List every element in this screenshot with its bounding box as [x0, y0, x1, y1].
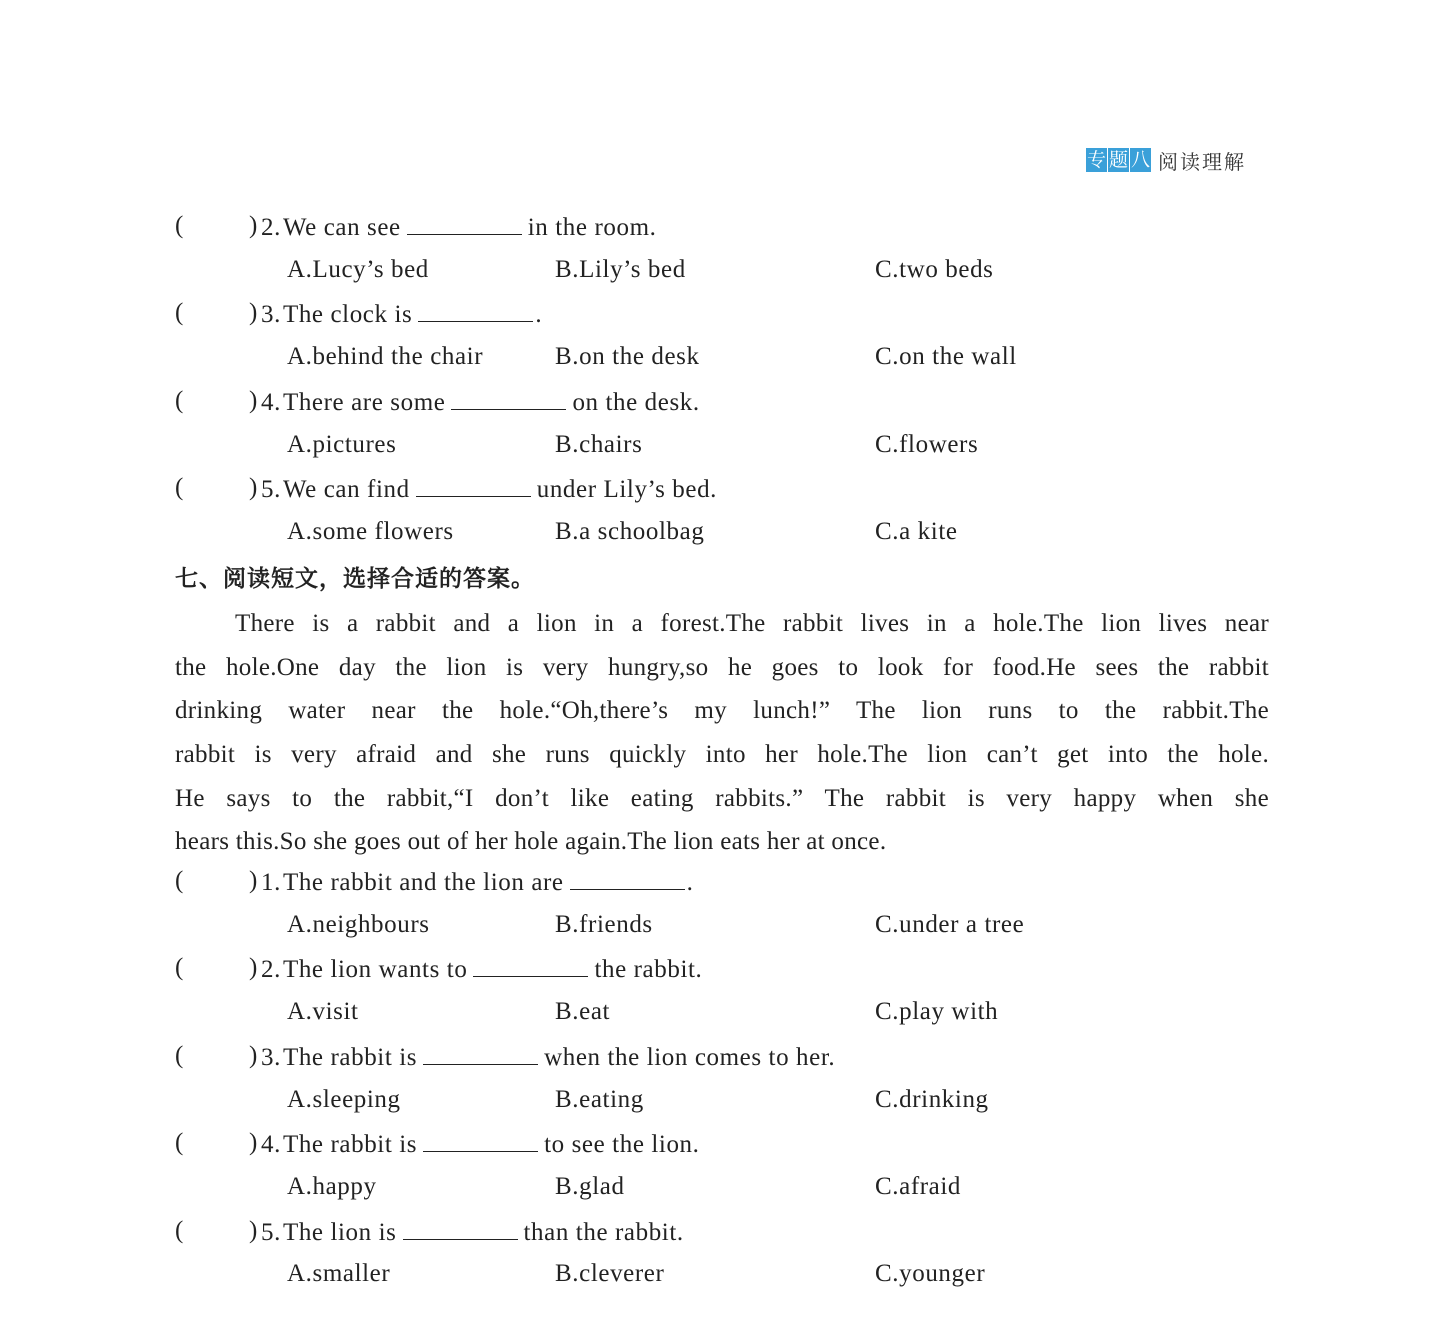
question-number: 4.	[261, 1131, 281, 1159]
option-c[interactable]: C.on the wall	[875, 343, 1017, 371]
passage-line: rabbit is very afraid and she runs quickly into her hole.The lion can’t get into the hole.	[175, 741, 1269, 769]
option-a[interactable]: A.visit	[287, 998, 359, 1026]
fill-blank[interactable]	[570, 867, 685, 890]
option-a[interactable]: A.behind the chair	[287, 343, 484, 371]
topic-tag-char: 八	[1131, 149, 1151, 171]
option-b[interactable]: B.Lily’s bed	[555, 255, 686, 283]
option-c[interactable]: C.a kite	[875, 517, 958, 545]
question-number: 3.	[261, 1043, 281, 1071]
question-text	[261, 212, 656, 242]
answer-paren-close: )	[249, 954, 258, 982]
question-stem-before: The lion wants to	[282, 956, 468, 984]
fill-blank[interactable]	[407, 212, 522, 235]
option-b[interactable]: B.chairs	[555, 430, 643, 458]
option-a[interactable]: A.Lucy’s bed	[287, 255, 429, 283]
option-c[interactable]: C.afraid	[875, 1172, 962, 1200]
answer-paren-open[interactable]: (	[175, 1129, 184, 1157]
option-c[interactable]: C.younger	[875, 1260, 986, 1288]
answer-paren-close: )	[249, 474, 258, 502]
passage-line: the hole.One day the lion is very hungry,so he goes to look for food.He sees the rabbit	[175, 653, 1269, 681]
option-b[interactable]: B.eating	[555, 1085, 644, 1113]
fill-blank[interactable]	[423, 1042, 538, 1065]
option-c[interactable]: C.play with	[875, 998, 999, 1026]
option-c[interactable]: C.under a tree	[875, 910, 1025, 938]
question-number: 5.	[261, 1218, 281, 1246]
fill-blank[interactable]	[423, 1129, 538, 1152]
option-a[interactable]: A.sleeping	[287, 1085, 401, 1113]
topic-tag	[1086, 148, 1152, 172]
option-b[interactable]: B.on the desk	[555, 343, 700, 371]
question-stem-before: The lion is	[282, 1218, 397, 1246]
question-stem-after: in the room.	[527, 214, 657, 241]
answer-paren-close: )	[249, 1129, 258, 1157]
answer-paren-open[interactable]: (	[175, 299, 184, 327]
answer-paren-open[interactable]: (	[175, 954, 184, 982]
answer-paren-open[interactable]: (	[175, 386, 184, 414]
topic-tag-char: 专	[1087, 149, 1107, 171]
question-number: 5.	[261, 476, 281, 504]
passage-line: drinking water near the hole.“Oh,there’s my lunch!” The lion runs to the rabbit.The	[175, 697, 1269, 725]
question-text	[261, 867, 694, 897]
passage-line: hears this.So she goes out of her hole again.The lion eats her at once.	[175, 828, 887, 856]
question-stem-before: The rabbit is	[282, 1131, 418, 1159]
answer-paren-open[interactable]: (	[175, 1041, 184, 1069]
passage-line: There is a rabbit and a lion in a forest.The rabbit lives in a hole.The lion lives near	[235, 610, 1269, 637]
answer-paren-close: )	[249, 386, 258, 414]
question-number: 2.	[261, 956, 281, 984]
answer-paren-open[interactable]: (	[175, 1216, 184, 1244]
section-7-title: 七、阅读短文，选择合适的答案。	[175, 566, 535, 592]
question-stem-after: the rabbit.	[594, 956, 703, 984]
option-b[interactable]: B.glad	[555, 1172, 625, 1200]
question-stem-before: The rabbit is	[282, 1043, 418, 1071]
passage-line: He says to the rabbit,“I don’t like eating rabbits.” The rabbit is very happy when she	[175, 784, 1269, 812]
question-stem-before: The rabbit and the lion are	[282, 869, 564, 896]
reading-passage	[175, 602, 1269, 864]
question-text	[261, 954, 702, 984]
question-text	[261, 299, 542, 329]
question-text	[261, 1217, 684, 1247]
question-stem-after: under Lily’s bed.	[536, 476, 718, 504]
fill-blank[interactable]	[403, 1217, 518, 1240]
answer-paren-close: )	[249, 212, 258, 239]
option-a[interactable]: A.some flowers	[287, 517, 454, 545]
option-b[interactable]: B.cleverer	[555, 1260, 665, 1288]
question-stem-after: .	[535, 301, 543, 329]
question-number: 4.	[261, 388, 281, 416]
question-text	[261, 1042, 835, 1072]
question-number: 3.	[261, 301, 281, 329]
option-b[interactable]: B.eat	[555, 998, 611, 1026]
option-a[interactable]: A.smaller	[287, 1260, 391, 1288]
question-stem-after: when the lion comes to her.	[544, 1043, 836, 1071]
option-c[interactable]: C.drinking	[875, 1085, 989, 1113]
fill-blank[interactable]	[418, 299, 533, 322]
answer-paren-close: )	[249, 1041, 258, 1069]
question-stem-after: than the rabbit.	[523, 1218, 684, 1246]
option-a[interactable]: A.neighbours	[287, 910, 430, 938]
question-number: 1.	[261, 869, 281, 896]
question-stem-before: We can see	[282, 214, 401, 241]
topic-title: 阅读理解	[1158, 149, 1247, 174]
question-stem-before: There are some	[282, 388, 446, 416]
answer-paren-open[interactable]: (	[175, 474, 184, 502]
option-b[interactable]: B.a schoolbag	[555, 517, 705, 545]
question-text	[261, 1129, 700, 1159]
option-b[interactable]: B.friends	[555, 910, 653, 938]
page-header	[1086, 147, 1246, 173]
option-c[interactable]: C.two beds	[875, 255, 994, 283]
question-text	[261, 387, 700, 417]
answer-paren-close: )	[249, 1216, 258, 1244]
question-stem-after: on the desk.	[572, 388, 700, 416]
answer-paren-open[interactable]: (	[175, 212, 184, 239]
question-text	[261, 474, 717, 504]
question-stem-after: to see the lion.	[544, 1131, 700, 1159]
fill-blank[interactable]	[416, 474, 531, 497]
option-a[interactable]: A.happy	[287, 1172, 377, 1200]
option-c[interactable]: C.flowers	[875, 430, 979, 458]
answer-paren-close: )	[249, 299, 258, 327]
question-stem-after: .	[686, 869, 694, 896]
question-number: 2.	[261, 214, 281, 241]
topic-tag-char: 题	[1109, 149, 1129, 171]
question-stem-before: We can find	[282, 476, 410, 504]
answer-paren-close: )	[249, 867, 258, 894]
fill-blank[interactable]	[473, 954, 588, 977]
answer-paren-open[interactable]: (	[175, 867, 184, 894]
option-a[interactable]: A.pictures	[287, 430, 397, 458]
question-stem-before: The clock is	[282, 301, 413, 329]
fill-blank[interactable]	[451, 387, 566, 410]
